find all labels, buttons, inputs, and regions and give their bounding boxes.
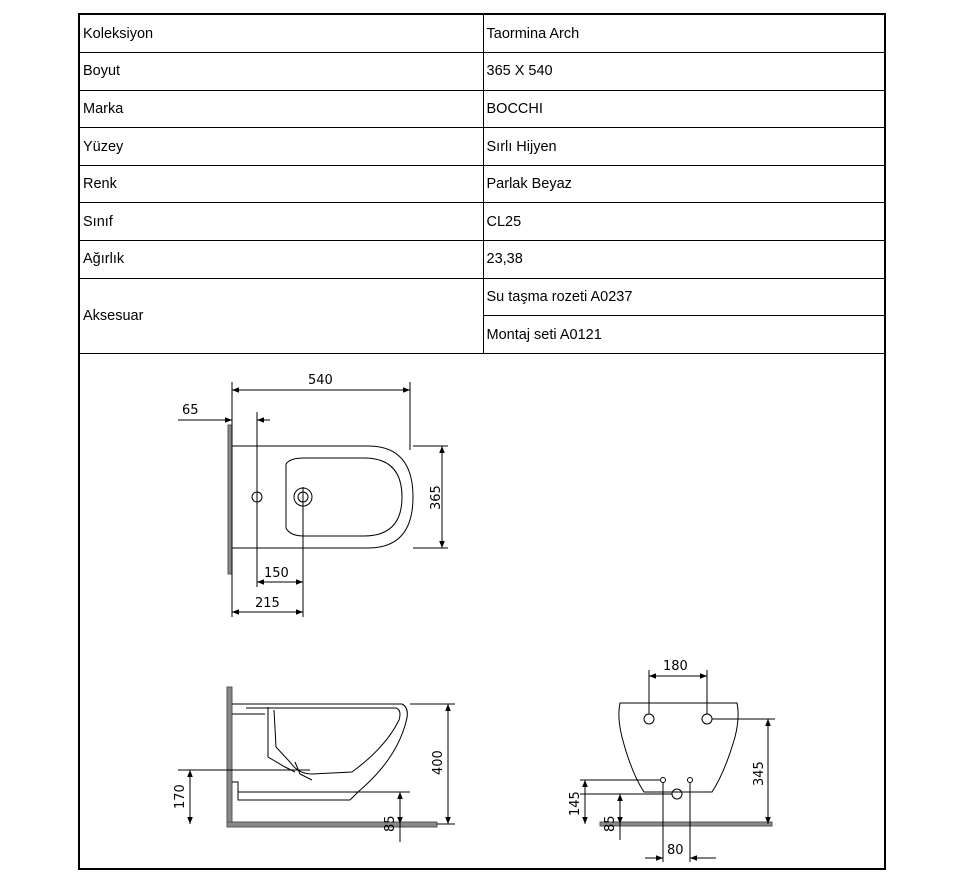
label-180: 180 <box>663 659 688 674</box>
drawing-svg <box>80 362 884 868</box>
technical-drawing <box>80 362 884 868</box>
label-85-side: 85 <box>383 815 398 832</box>
row-value: BOCCHI <box>483 90 884 128</box>
table-row <box>80 278 884 316</box>
front-outline <box>619 703 738 792</box>
front-view <box>580 670 775 862</box>
bowl-section <box>246 708 400 774</box>
label-345: 345 <box>752 761 767 786</box>
row-label: Boyut <box>80 53 483 91</box>
label-80: 80 <box>667 843 684 858</box>
row-label: Yüzey <box>80 128 483 166</box>
table-row <box>80 90 884 128</box>
row-value: Sırlı Hijyen <box>483 128 884 166</box>
table-row <box>80 128 884 166</box>
side-view <box>178 687 455 842</box>
label-150: 150 <box>264 566 289 581</box>
wall-plate <box>228 425 232 574</box>
front-hole-left <box>644 714 654 724</box>
row-value: Taormina Arch <box>483 15 884 53</box>
accessory-value: Su taşma rozeti A0237 <box>483 278 884 316</box>
row-label: Ağırlık <box>80 241 483 279</box>
row-label: Renk <box>80 165 483 203</box>
accessory-label: Aksesuar <box>80 278 483 353</box>
bidet-body-outline <box>232 704 407 800</box>
accessory-value: Montaj seti A0121 <box>483 316 884 354</box>
table-row <box>80 203 884 241</box>
label-65: 65 <box>182 403 199 418</box>
label-85-front: 85 <box>603 815 618 832</box>
side-wall <box>227 687 232 825</box>
label-540: 540 <box>308 373 333 388</box>
label-215: 215 <box>255 596 280 611</box>
row-label: Koleksiyon <box>80 15 483 53</box>
table-row <box>80 165 884 203</box>
row-label: Sınıf <box>80 203 483 241</box>
label-170: 170 <box>173 784 188 809</box>
spec-sheet <box>78 13 886 870</box>
front-floor <box>600 822 772 826</box>
row-label: Marka <box>80 90 483 128</box>
top-view <box>178 382 448 617</box>
spec-table <box>80 15 884 354</box>
row-value: 365 X 540 <box>483 53 884 91</box>
row-value: CL25 <box>483 203 884 241</box>
label-145: 145 <box>568 791 583 816</box>
front-hole-right <box>702 714 712 724</box>
floor-line <box>227 822 437 827</box>
row-value: Parlak Beyaz <box>483 165 884 203</box>
row-value: 23,38 <box>483 241 884 279</box>
label-365: 365 <box>429 485 444 510</box>
bidet-outline <box>232 446 413 548</box>
table-row <box>80 15 884 53</box>
label-400: 400 <box>431 750 446 775</box>
table-row <box>80 53 884 91</box>
table-row <box>80 241 884 279</box>
front-drain-hole <box>672 789 682 799</box>
